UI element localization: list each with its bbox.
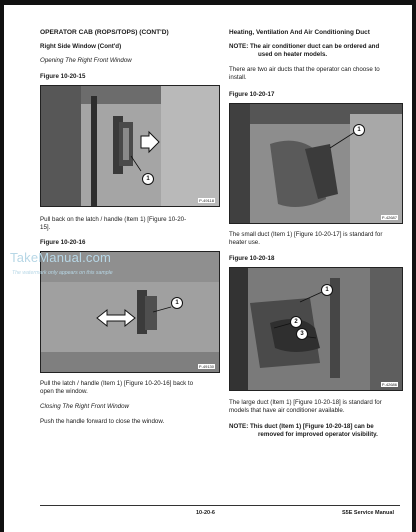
para-push: Push the handle forward to close the window. bbox=[40, 418, 165, 425]
figure-label-17: Figure 10-20-17 bbox=[229, 91, 275, 98]
page-number: 10-20-6 bbox=[196, 510, 215, 516]
small-duct-photo bbox=[230, 104, 402, 223]
note-2b: removed for improved operator visibility. bbox=[258, 431, 378, 438]
closing-heading: Closing The Right Front Window bbox=[40, 403, 130, 410]
manual-title: S5E Service Manual bbox=[342, 510, 394, 516]
figure-label-16: Figure 10-20-16 bbox=[40, 239, 86, 246]
figure-label-18: Figure 10-20-18 bbox=[229, 255, 275, 262]
watermark-subtext: The watermark only appears on this sample bbox=[12, 270, 113, 276]
callout-1c: 1 bbox=[353, 124, 365, 136]
para-large-b: models that have air conditioner available. bbox=[229, 407, 345, 414]
note-2a: NOTE: This duct (Item 1) [Figure 10-20-18] can be bbox=[229, 423, 374, 430]
para-small-a: The small duct (Item 1) [Figure 10-20-17] is standard for bbox=[229, 231, 383, 238]
window-latch-photo-1 bbox=[41, 86, 219, 206]
opening-heading: Opening The Right Front Window bbox=[40, 57, 132, 64]
figure-10-20-15-photo bbox=[40, 85, 220, 207]
figure-id: P-49118 bbox=[199, 198, 214, 203]
para-small-b: heater use. bbox=[229, 239, 260, 246]
watermark-text: TakeManual.com bbox=[10, 250, 112, 265]
manual-page bbox=[4, 5, 412, 532]
para-ducts-a: There are two air ducts that the operator can choose to bbox=[229, 66, 380, 73]
figure-10-20-18-photo bbox=[229, 267, 403, 391]
footer-divider bbox=[40, 505, 400, 506]
callout-1d: 1 bbox=[321, 284, 333, 296]
para-pull-a: Pull the latch / handle (Item 1) [Figure 10-20-16] back to bbox=[40, 380, 194, 387]
para-latch-a: Pull back on the latch / handle (Item 1) [Figure 10-20- bbox=[40, 216, 187, 223]
figure-id: P-49130 bbox=[198, 364, 214, 369]
para-ducts-b: install. bbox=[229, 74, 247, 81]
para-latch-b: 15]. bbox=[40, 224, 51, 231]
callout-1: 1 bbox=[142, 173, 154, 185]
figure-id: P-42687 bbox=[381, 215, 397, 220]
para-large-a: The large duct (Item 1) [Figure 10-20-18] is standard for bbox=[229, 399, 382, 406]
figure-label-15: Figure 10-20-15 bbox=[40, 73, 86, 80]
subsection-title: Right Side Window (Cont'd) bbox=[40, 43, 122, 50]
large-duct-photo bbox=[230, 268, 402, 390]
callout-2: 2 bbox=[290, 316, 302, 328]
para-pull-b: open the window. bbox=[40, 388, 88, 395]
callout-3: 3 bbox=[296, 328, 308, 340]
note-1a: NOTE: The air conditioner duct can be ordered and bbox=[229, 43, 380, 50]
section-title-left: OPERATOR CAB (ROPS/TOPS) (CONT'D) bbox=[40, 29, 169, 36]
figure-10-20-17-photo bbox=[229, 103, 403, 224]
note-1b: used on heater models. bbox=[258, 51, 328, 58]
section-title-right: Heating, Ventilation And Air Conditioning Duct bbox=[229, 29, 370, 36]
figure-id: P-42686 bbox=[381, 382, 397, 387]
callout-1b: 1 bbox=[171, 297, 183, 309]
